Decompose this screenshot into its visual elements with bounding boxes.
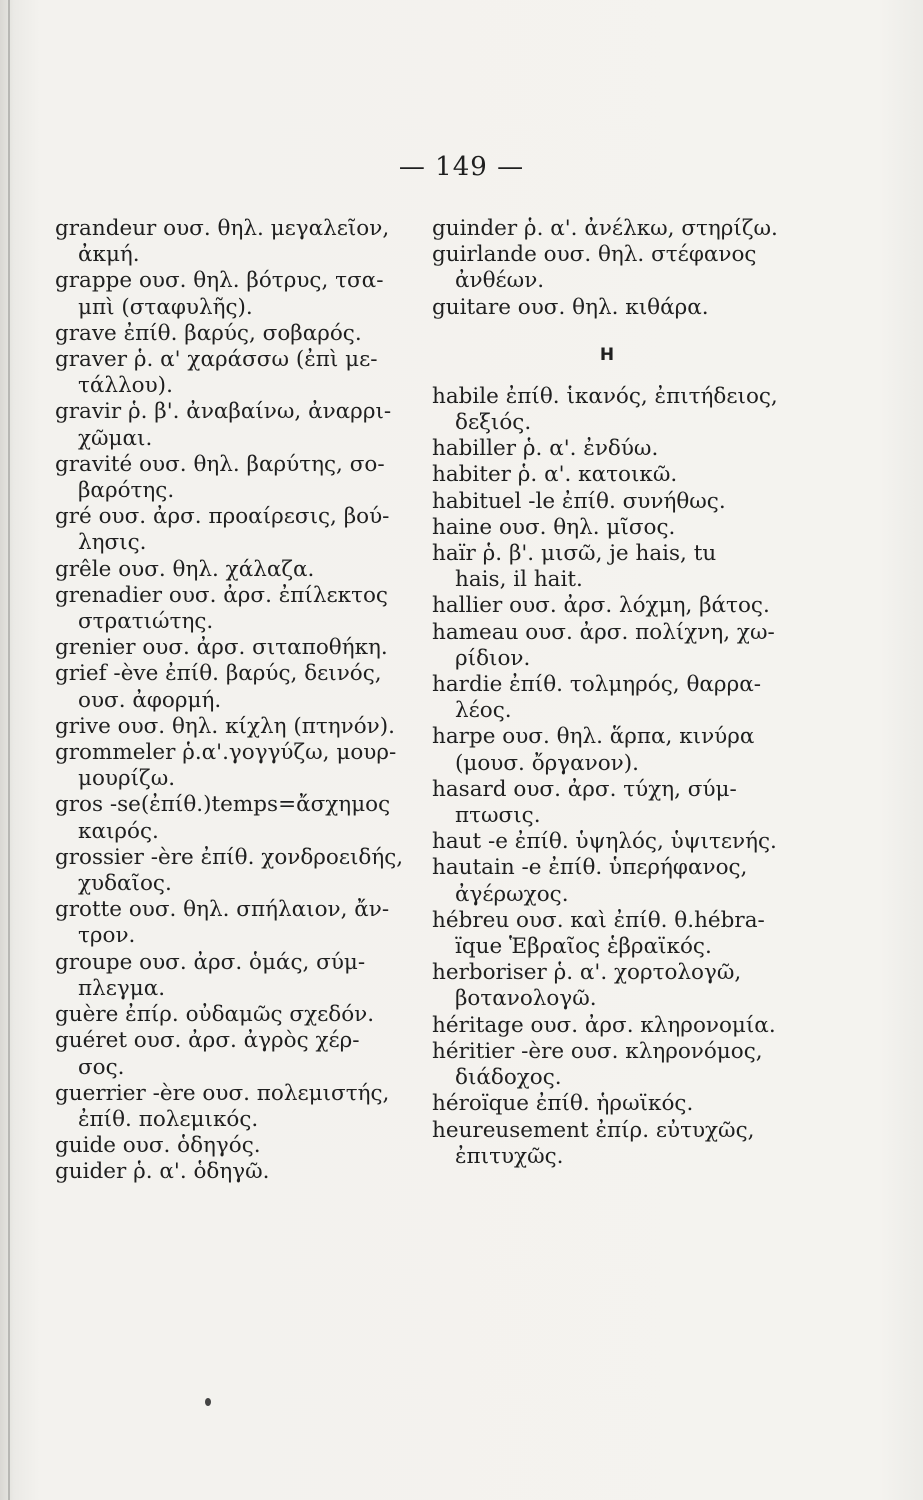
entry-continuation-line: hais, il hait. xyxy=(455,567,583,593)
dictionary-entry xyxy=(432,620,792,672)
entry-line: graver ῥ. α' χαράσσω (ἐπὶ με- xyxy=(55,347,378,373)
h-entries xyxy=(432,384,792,1170)
entry-line: haut -e ἐπίθ. ὑψηλός, ὑψιτενής. xyxy=(432,829,777,855)
entry-line: hébreu ουσ. καὶ ἐπίθ. θ.hébra- xyxy=(432,907,765,933)
dictionary-entry xyxy=(432,1039,792,1091)
dictionary-entry xyxy=(55,583,415,635)
dictionary-entry xyxy=(432,829,792,855)
page-binding-edge xyxy=(8,0,10,1500)
entry-line: grêle ουσ. θηλ. χάλαζα. xyxy=(55,556,315,582)
entry-continuation-line: χυδαῖος. xyxy=(78,871,172,897)
entry-line: grive ουσ. θηλ. κίχλη (πτηνόν). xyxy=(55,713,395,739)
dictionary-entry xyxy=(432,1091,792,1117)
dictionary-entry xyxy=(55,504,415,556)
entry-line: habile ἐπίθ. ἱκανός, ἐπιτήδειος, xyxy=(432,383,778,409)
dictionary-entry xyxy=(432,593,792,619)
entry-continuation-line: μουρίζω. xyxy=(78,766,176,792)
entry-line: hardie ἐπίθ. τολμηρός, θαρρα- xyxy=(432,672,761,698)
dictionary-entry xyxy=(432,672,792,724)
dictionary-entry xyxy=(55,1002,415,1028)
entry-line: hallier ουσ. ἀρσ. λόχμη, βάτος. xyxy=(432,593,770,619)
dictionary-entry xyxy=(55,1133,415,1159)
entry-line: guéret ουσ. ἀρσ. ἀγρὸς χέρ- xyxy=(55,1028,360,1054)
dictionary-entry xyxy=(432,541,792,593)
entry-line: grommeler ῥ.α'.γογγύζω, μουρ- xyxy=(55,740,397,766)
dictionary-entry xyxy=(432,777,792,829)
entry-line: grave ἐπίθ. βαρύς, σοβαρός. xyxy=(55,320,362,346)
entry-line: guide ουσ. ὁδηγός. xyxy=(55,1133,261,1159)
dictionary-entry xyxy=(55,661,415,713)
entry-line: heureusement ἐπίρ. εὐτυχῶς, xyxy=(432,1117,755,1143)
page-number: — 149 — xyxy=(398,152,525,182)
entry-continuation-line: ἀγέρωχος. xyxy=(455,881,569,907)
entry-line: harpe ουσ. θηλ. ἅρπα, κινύρα xyxy=(432,724,755,750)
right-column xyxy=(432,216,792,1170)
section-letter-heading: H xyxy=(599,344,615,365)
dictionary-entry xyxy=(55,452,415,504)
dictionary-entry xyxy=(432,960,792,1012)
dictionary-entry xyxy=(55,1081,415,1133)
entry-continuation-line: ουσ. ἀφορμή. xyxy=(78,687,222,713)
entry-line: grandeur ουσ. θηλ. μεγαλεῖον, xyxy=(55,216,390,241)
entry-line: grossier -ère ἐπίθ. χονδροειδής, xyxy=(55,844,404,870)
entry-line: guinder ῥ. α'. ἀνέλκω, στηρίζω. xyxy=(432,216,778,241)
entry-line: gré ουσ. ἀρσ. προαίρεσις, βού- xyxy=(55,504,390,530)
entry-line: gravir ῥ. β'. ἀναβαίνω, ἀναρρι- xyxy=(55,399,392,425)
dictionary-entry xyxy=(55,740,415,792)
entry-continuation-line: ἀκμή. xyxy=(78,242,140,268)
g-entries xyxy=(432,216,792,321)
entry-continuation-line: ἀνθέων. xyxy=(455,268,545,294)
entry-continuation-line: τάλλου). xyxy=(78,373,173,399)
dictionary-entry xyxy=(55,635,415,661)
entry-line: hautain -e ἐπίθ. ὑπερήφανος, xyxy=(432,855,748,881)
dictionary-entry xyxy=(432,489,792,515)
entry-line: guitare ουσ. θηλ. κιθάρα. xyxy=(432,294,709,320)
dictionary-entry xyxy=(432,462,792,488)
entry-line: grief -ève ἐπίθ. βαρύς, δεινός, xyxy=(55,661,382,687)
entry-line: grotte ουσ. θηλ. σπήλαιον, ἄν- xyxy=(55,897,390,923)
entry-line: groupe ουσ. ἀρσ. ὁμάς, σύμ- xyxy=(55,949,366,975)
dictionary-entry xyxy=(432,515,792,541)
entry-line: herboriser ῥ. α'. χορτολογῶ, xyxy=(432,960,742,986)
dictionary-entry xyxy=(55,1028,415,1080)
entry-continuation-line: λησις. xyxy=(78,530,147,556)
entry-line: grappe ουσ. θηλ. βότρυς, τσα- xyxy=(55,268,384,294)
entry-line: habiller ῥ. α'. ἐνδύω. xyxy=(432,436,659,462)
entry-continuation-line: ïque Ἑβραῖος ἑβραϊκός. xyxy=(455,934,712,960)
dictionary-entry xyxy=(432,242,792,294)
entry-line: héroïque ἐπίθ. ἡρωϊκός. xyxy=(432,1091,694,1117)
entry-line: haïr ῥ. β'. μισῶ, je hais, tu xyxy=(432,541,717,567)
entry-line: gravité ουσ. θηλ. βαρύτης, σο- xyxy=(55,451,385,477)
entry-continuation-line: δεξιός. xyxy=(455,410,532,436)
dictionary-entry xyxy=(55,399,415,451)
dictionary-entry xyxy=(432,436,792,462)
dictionary-entry xyxy=(432,855,792,907)
entry-line: haine ουσ. θηλ. μῖσος. xyxy=(432,514,676,540)
entry-line: habituel -le ἐπίθ. συνήθως. xyxy=(432,488,726,514)
dictionary-entry xyxy=(55,792,415,844)
dictionary-entry xyxy=(55,268,415,320)
entry-line: héritier -ère ουσ. κληρονόμος, xyxy=(432,1038,763,1064)
entry-continuation-line: πτωσις. xyxy=(455,803,541,829)
dictionary-entry xyxy=(432,1013,792,1039)
entry-line: guère ἐπίρ. οὐδαμῶς σχεδόν. xyxy=(55,1002,375,1028)
ink-speck xyxy=(205,1398,211,1406)
entry-line: guider ῥ. α'. ὁδηγῶ. xyxy=(55,1159,270,1185)
dictionary-entry xyxy=(432,216,792,242)
entry-continuation-line: (μουσ. ὄργανον). xyxy=(455,750,639,776)
dictionary-entry xyxy=(55,216,415,268)
entry-continuation-line: μπὶ (σταφυλῆς). xyxy=(78,294,253,320)
entry-line: guerrier -ère ουσ. πολεμιστής, xyxy=(55,1080,390,1106)
entry-continuation-line: σος. xyxy=(78,1054,125,1080)
dictionary-entry xyxy=(432,908,792,960)
dictionary-entry xyxy=(432,384,792,436)
entry-line: gros -se(ἐπίθ.)temps=ἄσχημος xyxy=(55,792,391,818)
dictionary-entry xyxy=(432,1118,792,1170)
entry-continuation-line: πλεγμα. xyxy=(78,975,166,1001)
dictionary-entry xyxy=(55,845,415,897)
entry-line: habiter ῥ. α'. κατοικῶ. xyxy=(432,462,678,488)
entry-continuation-line: ἐπίθ. πολεμικός. xyxy=(78,1106,259,1132)
entry-continuation-line: χῶμαι. xyxy=(78,425,153,451)
dictionary-entry xyxy=(55,897,415,949)
dictionary-entry xyxy=(55,557,415,583)
dictionary-entry xyxy=(55,950,415,1002)
entry-line: grenadier ουσ. ἀρσ. ἐπίλεκτος xyxy=(55,582,388,608)
entry-line: guirlande ουσ. θηλ. στέφανος xyxy=(432,242,757,268)
entry-line: grenier ουσ. ἀρσ. σιταποθήκη. xyxy=(55,635,388,661)
dictionary-entry xyxy=(432,724,792,776)
entry-continuation-line: τρον. xyxy=(78,923,136,949)
dictionary-entry xyxy=(55,321,415,347)
entry-line: hasard ουσ. ἀρσ. τύχη, σύμ- xyxy=(432,776,737,802)
dictionary-entry xyxy=(55,347,415,399)
entry-continuation-line: στρατιώτης. xyxy=(78,609,214,635)
dictionary-entry xyxy=(55,714,415,740)
entry-line: hameau ουσ. ἀρσ. πολίχνη, χω- xyxy=(432,619,775,645)
entry-continuation-line: λέος. xyxy=(455,698,512,724)
entry-line: héritage ουσ. ἀρσ. κληρονομία. xyxy=(432,1012,776,1038)
entry-continuation-line: ἐπιτυχῶς. xyxy=(455,1143,564,1169)
dictionary-entry xyxy=(55,1159,415,1185)
entry-continuation-line: ρίδιον. xyxy=(455,645,531,671)
left-column xyxy=(55,216,415,1186)
dictionary-entry xyxy=(432,295,792,321)
entry-continuation-line: βαρότης. xyxy=(78,478,175,504)
entry-continuation-line: διάδοχος. xyxy=(455,1065,562,1091)
entry-continuation-line: βοτανολογῶ. xyxy=(455,986,597,1012)
entry-continuation-line: καιρός. xyxy=(78,818,159,844)
